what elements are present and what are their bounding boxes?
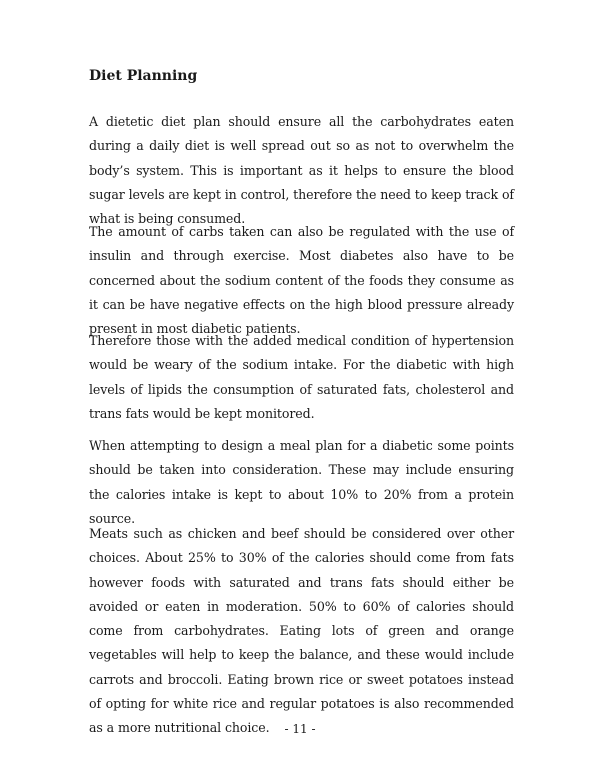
paragraph-hypertension-lipids: Therefore those with the added medical condition of hypertension would be weary of the sodium intake. For the diabetic with high levels of lipids the consumption of saturated fats, cholesterol and trans fats would be kept monitored. xyxy=(89,333,514,421)
paragraph-carb-regulation-sodium: The amount of carbs taken can also be regulated with the use of insulin and through exercise. Most diabetes also have to be concerned about the sodium content of the foods they consume as it can be have negative effects on the high blood pressure already present in most diabetic patients. xyxy=(89,224,514,337)
paragraph-carbohydrate-distribution: A dietetic diet plan should ensure all the carbohydrates eaten during a daily diet is well spread out so as not to overwhelm the body’s system. This is important as it helps to ensure the blood sugar levels are kept in control, therefore the need to keep track of what is being consumed. xyxy=(89,114,514,227)
paragraph-meal-plan-considerations: When attempting to design a meal plan for a diabetic some points should be taken into consideration. These may include ensuring the calories intake is kept to about 10% to 20% from a protein source. xyxy=(89,438,514,526)
paragraph-food-choices: Meats such as chicken and beef should be considered over other choices. About 25% to 30% of the calories should come from fats however foods with saturated and trans fats should either be avoided or eaten in moderation. 50% to 60% of calories should come from carbohydrates. Eating lots of green and orange vegetables will help to keep the balance, and these would include carrots and broccoli. Eating brown rice or sweet potatoes instead of opting for white rice and regular potatoes is also recommended as a more nutritional choice. xyxy=(89,526,514,736)
page-number: - 11 - xyxy=(284,722,316,736)
page-title: Diet Planning xyxy=(89,68,198,84)
